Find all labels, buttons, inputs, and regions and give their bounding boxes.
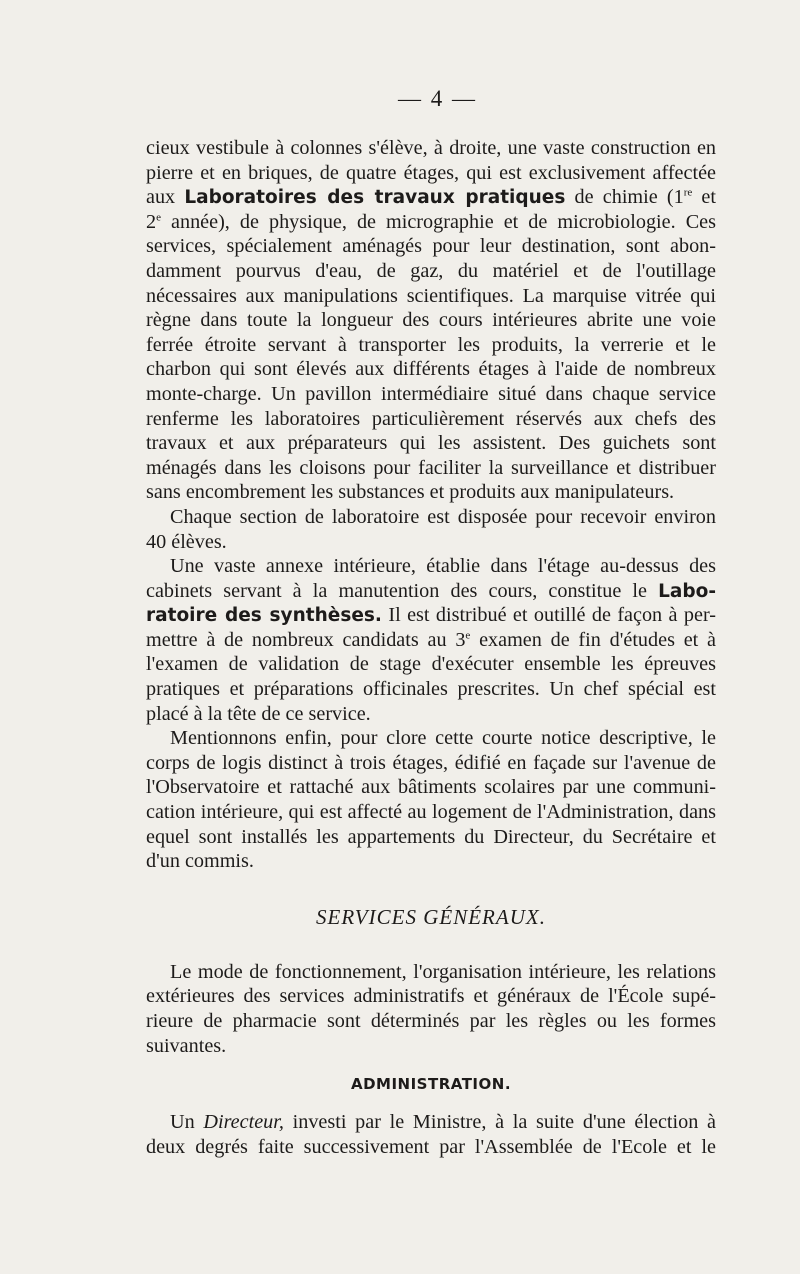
text-line: ménagés dans les cloisons pour faciliter la surveillance et distribuer (146, 456, 716, 479)
text-line: cabinets servant à la manutention des cours, constitue le Labo- (146, 579, 716, 602)
text-line: cation intérieure, qui est affecté au logement de l'Administration, dans (146, 801, 716, 824)
text-line: extérieures des services administratifs et généraux de l'École supé- (146, 985, 716, 1008)
text-line: 2e année), de physique, de micrographie et de microbiologie. Ces (146, 210, 716, 233)
text-line: equel sont installés les appartements du Directeur, du Secrétaire et (146, 825, 716, 848)
bold-term-syntheses: ratoire des synthèses. (146, 605, 382, 627)
text-line: suivantes. (146, 1034, 227, 1057)
text-line: monte-charge. Un pavillon intermédiaire situé dans chaque service (146, 382, 716, 405)
text-line: corps de logis distinct à trois étages, édifié en façade sur l'avenue de (146, 751, 716, 774)
italic-term-directeur: Directeur, (203, 1111, 284, 1134)
paragraph-syntheses (146, 554, 716, 726)
text-line: mettre à de nombreux candidats au 3e examen de fin d'études et à (146, 628, 716, 651)
paragraph-logis (146, 726, 716, 874)
paragraph-capacity (146, 505, 716, 554)
section-heading-administration: ADMINISTRATION. (350, 1075, 512, 1094)
text-line: sans encombrement les substances et produits aux manipulateurs. (146, 481, 675, 504)
page-number: — 4 — (398, 86, 477, 111)
paragraph-directeur (146, 1110, 716, 1159)
text-line: nécessaires aux manipulations scientifiques. La marquise vitrée qui (146, 284, 716, 307)
text-line: Mentionnons enfin, pour clore cette courte notice descriptive, le (170, 727, 716, 750)
text-line: Une vaste annexe intérieure, établie dans l'étage au-dessus des (170, 555, 716, 578)
section-heading-services-generaux: SERVICES GÉNÉRAUX. (316, 904, 546, 929)
text-line: 40 élèves. (146, 530, 227, 553)
text-line: Le mode de fonctionnement, l'organisation intérieure, les relations (170, 960, 716, 983)
text-line: deux degrés faite successivement par l'Assemblée de l'Ecole et le (146, 1135, 716, 1158)
paragraph-laboratoires (146, 136, 716, 505)
text-line: travaux et aux préparateurs qui les assistent. Des guichets sont (146, 432, 716, 455)
text-line: pratiques et préparations officinales prescrites. Un chef spécial est (146, 678, 716, 701)
text-line: aux Laboratoires des travaux pratiques de chimie (1re et (146, 186, 716, 209)
text-line: charbon qui sont élevés aux différents étages à l'aide de nombreux (146, 358, 716, 381)
text-line: Chaque section de laboratoire est disposée pour recevoir environ (170, 505, 716, 528)
text-line: damment pourvus d'eau, de gaz, du matériel et de l'outillage (146, 259, 716, 282)
text-line: l'Observatoire et rattaché aux bâtiments scolaires par une communi- (146, 776, 716, 799)
text-line: rieure de pharmacie sont déterminés par les règles ou les formes (146, 1010, 716, 1032)
text-line: services, spécialement aménagés pour leur destination, sont abon- (146, 235, 716, 258)
text-line: Un Directeur, investi par le Ministre, à la suite d'une élection à (170, 1111, 716, 1134)
text-line: ratoire des synthèses. Il est distribué et outillé de façon à per- (146, 604, 716, 627)
bold-term-laboratoires: Laboratoires des travaux pratiques (184, 187, 566, 209)
paragraph-fonctionnement (146, 960, 716, 1058)
text-line: renferme les laboratoires particulièrement réservés aux chefs des (146, 407, 716, 430)
text-line: d'un commis. (146, 850, 254, 873)
bold-term-syntheses: Labo- (658, 580, 716, 602)
text-line: ferrée étroite servant à transporter les produits, la verrerie et le (146, 333, 716, 356)
text-line: pierre et en briques, de quatre étages, qui est exclusivement affectée (146, 161, 716, 184)
text-line: règne dans toute la longueur des cours intérieures abrite une voie (146, 309, 716, 332)
text-line: cieux vestibule à colonnes s'élève, à droite, une vaste construction en (146, 137, 716, 159)
text-line: l'examen de validation de stage d'exécuter ensemble les épreuves (146, 653, 716, 676)
body-text (146, 136, 716, 1159)
text-line: placé à la tête de ce service. (146, 702, 371, 725)
